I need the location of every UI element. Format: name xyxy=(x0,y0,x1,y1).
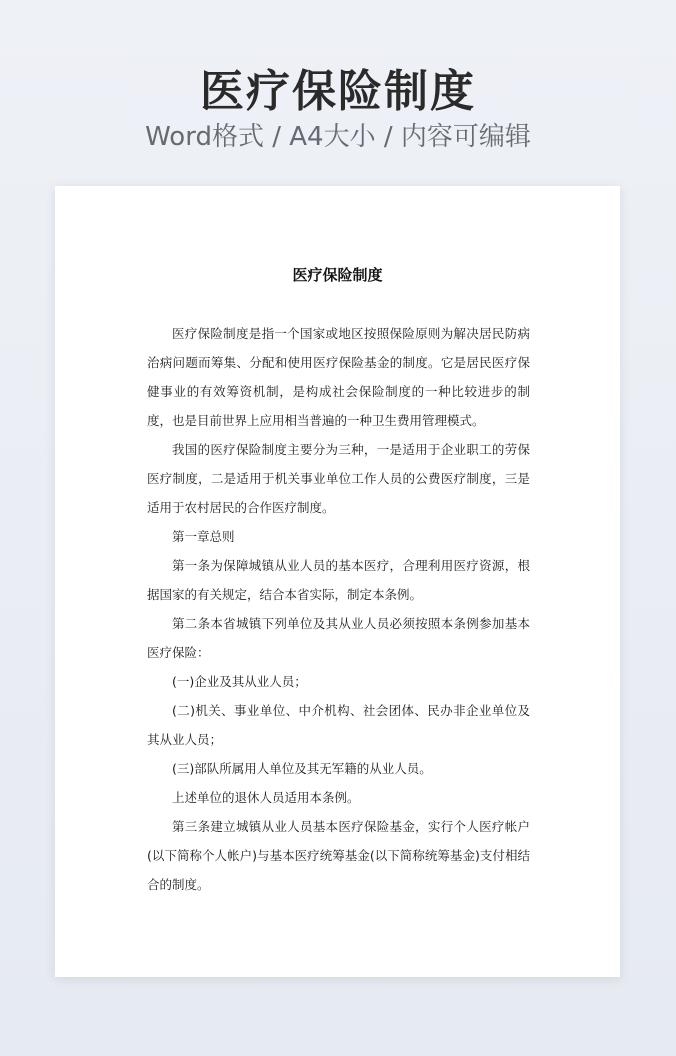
page-subtitle: Word格式 / A4大小 / 内容可编辑 xyxy=(145,122,531,152)
page-title: 医疗保险制度 xyxy=(200,66,476,117)
paragraph: 第三条建立城镇从业人员基本医疗保险基金，实行个人医疗帐户(以下简称个人帐户)与基本医疗统筹基金(以下简称统筹基金)支付相结合的制度。 xyxy=(147,819,530,892)
paragraph: 医疗保险制度是指一个国家或地区按照保险原则为解决居民防病治病问题而筹集、分配和使用医疗保险基金的制度。它是居民医疗保健事业的有效筹资机制，是构成社会保险制度的一种比较进步的制度，也是目前世界上应用相当普遍的一种卫生费用管理模式。 xyxy=(147,326,530,428)
paragraph: 上述单位的退休人员适用本条例。 xyxy=(172,790,360,805)
list-item: (二)机关、事业单位、中介机构、社会团体、民办非企业单位及其从业人员； xyxy=(147,703,530,747)
list-item: (一)企业及其从业人员； xyxy=(172,674,307,689)
document-page xyxy=(55,186,620,977)
document-body xyxy=(147,319,530,899)
list-item: (三)部队所属用人单位及其无军籍的从业人员。 xyxy=(172,761,432,776)
paragraph: 第二条本省城镇下列单位及其从业人员必须按照本条例参加基本医疗保险： xyxy=(147,616,530,660)
paragraph: 我国的医疗保险制度主要分为三种，一是适用于企业职工的劳保医疗制度，二是适用于机关事业单位工作人员的公费医疗制度，三是适用于农村居民的合作医疗制度。 xyxy=(147,442,530,515)
chapter-heading: 第一章总则 xyxy=(172,529,235,544)
paragraph: 第一条为保障城镇从业人员的基本医疗，合理利用医疗资源，根据国家的有关规定，结合本省实际，制定本条例。 xyxy=(147,558,530,602)
document-title: 医疗保险制度 xyxy=(292,266,383,284)
